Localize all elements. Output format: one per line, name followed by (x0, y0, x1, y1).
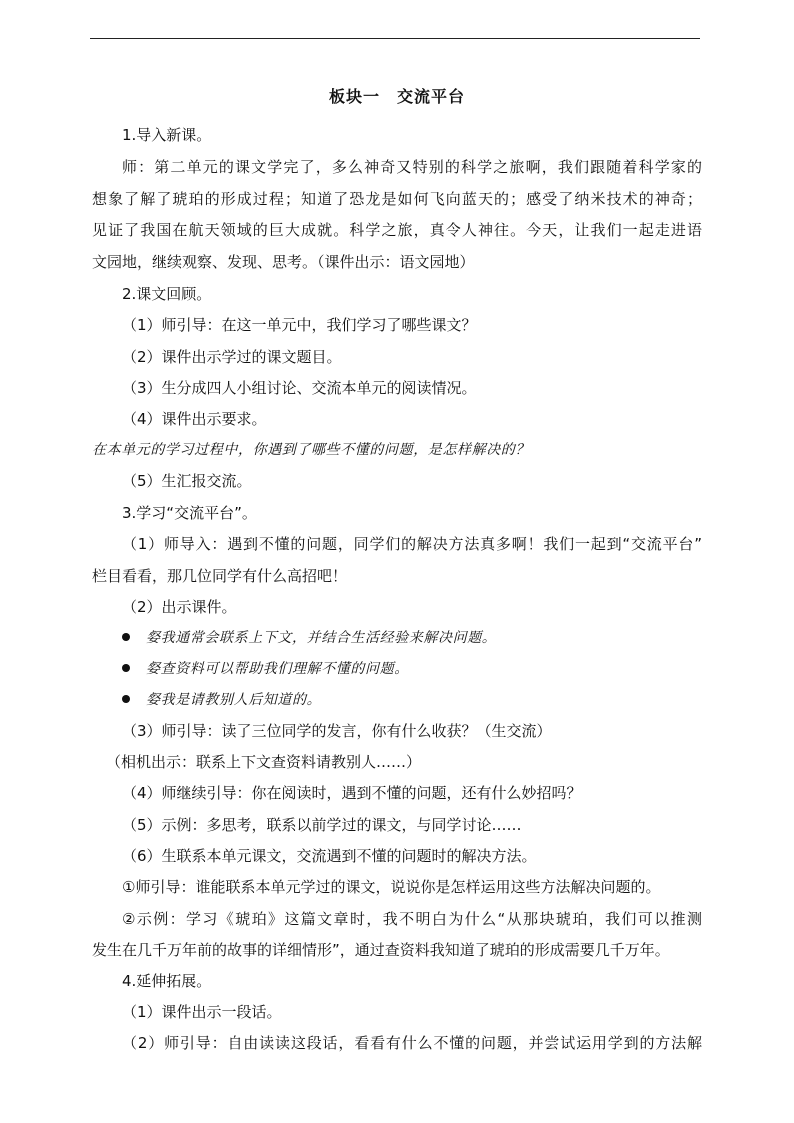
bullet-text: 㛑我通常会联系上下文，并结合生活经验来解决问题。 (146, 630, 497, 646)
paragraph-line: 文园地，继续观察、发现、思考。（课件出示：语文园地） (92, 253, 475, 271)
paragraph-line: （相机出示：联系上下文查资料请教别人……） (106, 753, 422, 771)
list-item: （1）课件出示一段话。 (122, 1003, 282, 1021)
requirement-text: 在本单元的学习过程中，你遇到了哪些不懂的问题，是怎样解决的？ (92, 442, 530, 458)
list-item: （5）示例：多思考，联系以前学过的课文，与同学讨论…… (122, 816, 522, 834)
list-item: （6）生联系本单元课文，交流遇到不懂的问题时的解决方法。 (122, 847, 537, 865)
bullet-icon (122, 695, 130, 703)
paragraph-line: 师：第二单元的课文学完了，多么神奇又特别的科学之旅啊，我们跟随着科学家的 (122, 158, 702, 176)
bullet-item (122, 628, 702, 648)
list-item: （2）师引导：自由读读这段话，看看有什么不懂的问题，并尝试运用学到的方法解 (122, 1034, 702, 1052)
bullet-text: 㛑查资料可以帮助我们理解不懂的问题。 (146, 661, 409, 677)
list-item: ②示例：学习《琥珀》这篇文章时，我不明白为什么“从那块琥珀，我们可以推测 (122, 910, 702, 928)
paragraph-line: 发生在几千万年前的故事的详细情形”，通过查资料我知道了琥珀的形成需要几千万年。 (92, 941, 670, 959)
section-heading-extension: 4.延伸拓展。 (122, 972, 212, 990)
section-heading-intro: 1.导入新课。 (122, 126, 212, 144)
bullet-text: 㛑我是请教别人后知道的。 (146, 692, 322, 708)
header-rule (90, 38, 700, 39)
page-title: 板块一 交流平台 (328, 87, 465, 106)
section-heading-exchange: 3.学习“交流平台”。 (122, 504, 257, 522)
list-item: （3）师引导：读了三位同学的发言，你有什么收获？（生交流） (122, 722, 552, 740)
section-heading-review: 2.课文回顾。 (122, 285, 212, 303)
list-item: （1）师导入：遇到不懂的问题，同学们的解决方法真多啊！我们一起到“交流平台” (122, 535, 702, 553)
paragraph-line: 栏目看看，那几位同学有什么高招吧！ (92, 567, 348, 585)
list-item: ①师引导：谁能联系本单元学过的课文，说说你是怎样运用这些方法解决问题的。 (122, 878, 661, 896)
bullet-item (122, 690, 702, 710)
list-item: （1）师引导：在这一单元中，我们学习了哪些课文？ (122, 316, 477, 334)
list-item: （4）课件出示要求。 (122, 410, 267, 428)
list-item: （4）师继续引导：你在阅读时，遇到不懂的问题，还有什么妙招吗？ (122, 784, 582, 802)
bullet-icon (122, 664, 130, 672)
paragraph-line: 想象了解了琥珀的形成过程；知道了恐龙是如何飞向蓝天的；感受了纳米技术的神奇； (92, 190, 702, 208)
list-item: （2）课件出示学过的课文题目。 (122, 348, 342, 366)
bullet-item (122, 659, 702, 679)
paragraph-line: 见证了我国在航天领域的巨大成就。科学之旅，真令人神往。今天，让我们一起走进语 (92, 221, 702, 239)
list-item: （5）生汇报交流。 (122, 472, 252, 490)
list-item: （3）生分成四人小组讨论、交流本单元的阅读情况。 (122, 379, 477, 397)
list-item: （2）出示课件。 (122, 598, 237, 616)
bullet-icon (122, 633, 130, 641)
